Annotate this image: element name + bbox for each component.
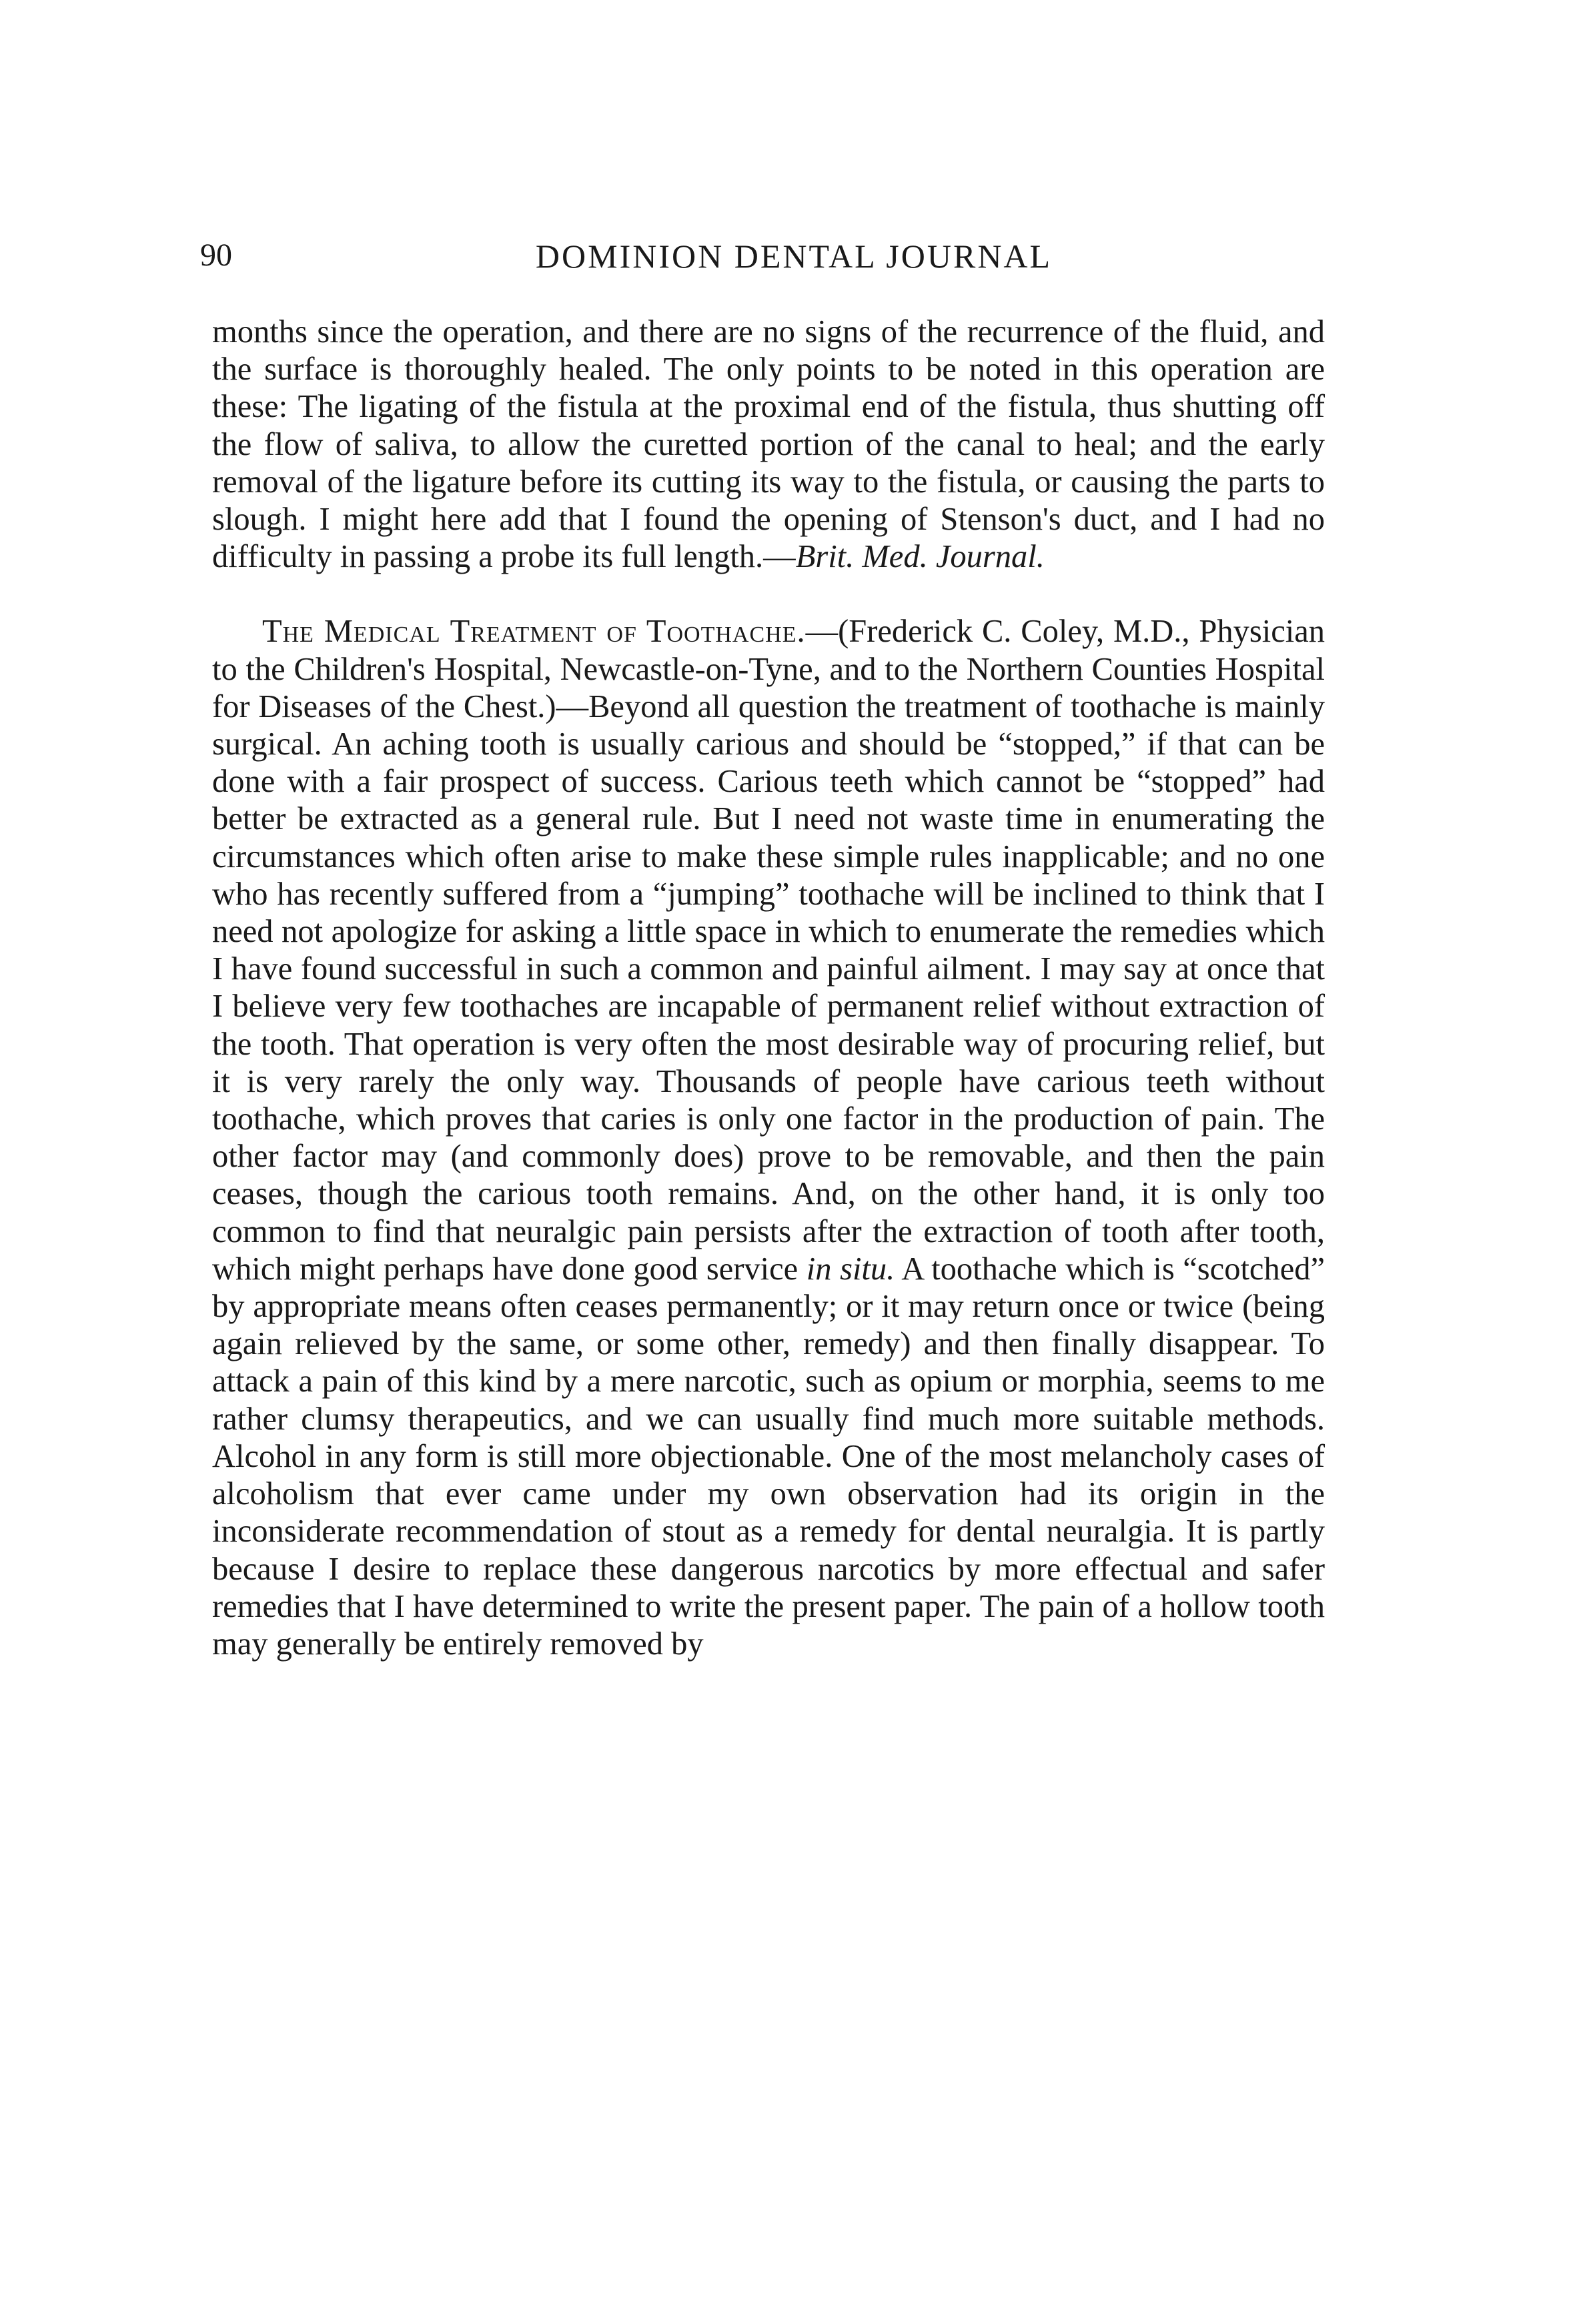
article-body — [212, 314, 1325, 1663]
page-header — [200, 237, 1354, 283]
page-number: 90 — [200, 237, 232, 273]
paragraph-text: months since the operation, and there are no signs of the recurrence of the fluid, and the surface is thoroughly healed. The only points to be noted in this operation are these: The ligating of the fistula at the proximal end of the fistula, thus shutting off the flow of saliva, to allow the curetted portion of the canal to heal; and the early removal of the ligature before its cutting its way to the fistula, or causing the parts to slough. I might here add that I found the opening of Stenson's duct, and I had no difficulty in passing a probe its full length.— — [212, 314, 1325, 575]
source-citation: Brit. Med. Journal. — [795, 539, 1045, 575]
paragraph-text-part-2: A toothache which is “scotched” by appropriate means often ceases permanently; or it may return once or twice (being again relieved by the same, or some other, remedy) and then finally disappear. To attack a pain of this kind by a mere narcotic, such as opium or morphia, seems to me rather clumsy therapeutics, and we can usually find much more suitable methods. Alcohol in any form is still more objectionable. One of the most melancholy cases of alcoholism that ever came under my own observation had its origin in the inconsiderate recommendation of stout as a remedy for dental neuralgia. It is partly because I desire to replace these dangerous narcotics by more effectual and safer remedies that I have determined to write the present paper. The pain of a hollow tooth may generally be entirely removed by — [212, 1251, 1326, 1662]
author-byline: —(Frederick C. Coley, M.D., Physician to the Children's Hospital, Newcastle-on-Tyne, and to the Northern Counties Hospital for Diseases of the Chest.)— — [212, 614, 1326, 724]
paragraph-text-part-1: Beyond all question the treatment of toothache is mainly surgical. An aching tooth is usually carious and should be “stopped,” if that can be done with a fair prospect of success. Carious teeth which cannot be “stopped” had better be extracted as a general rule. But I need not waste time in enumerating the circumstances which often arise to make these simple rules inapplicable; and no one who has recently suffered from a “jumping” toothache will be inclined to think that I need not apologize for asking a little space in which to enumerate the remedies which I have found successful in such a common and painful ailment. I may say at once that I believe very few toothaches are incapable of permanent relief without extraction of the tooth. That operation is very often the most desirable way of procuring relief, but it is very rarely the only way. Thousands of people have carious teeth without toothache, which proves that caries is only one factor in the production of pain. The other factor may (and commonly does) prove to be removable, and then the pain ceases, though the carious tooth remains. And, on the other hand, it is only too common to find that neuralgic pain persists after the extraction of tooth after tooth, which might perhaps have done good service — [212, 688, 1325, 1287]
paragraph-toothache-treatment — [212, 613, 1325, 1663]
article-title: The Medical Treatment of Toothache. — [262, 614, 806, 650]
running-title: DOMINION DENTAL JOURNAL — [535, 237, 1053, 275]
latin-phrase: in situ. — [806, 1251, 895, 1287]
paragraph-fistula-case — [212, 314, 1325, 576]
